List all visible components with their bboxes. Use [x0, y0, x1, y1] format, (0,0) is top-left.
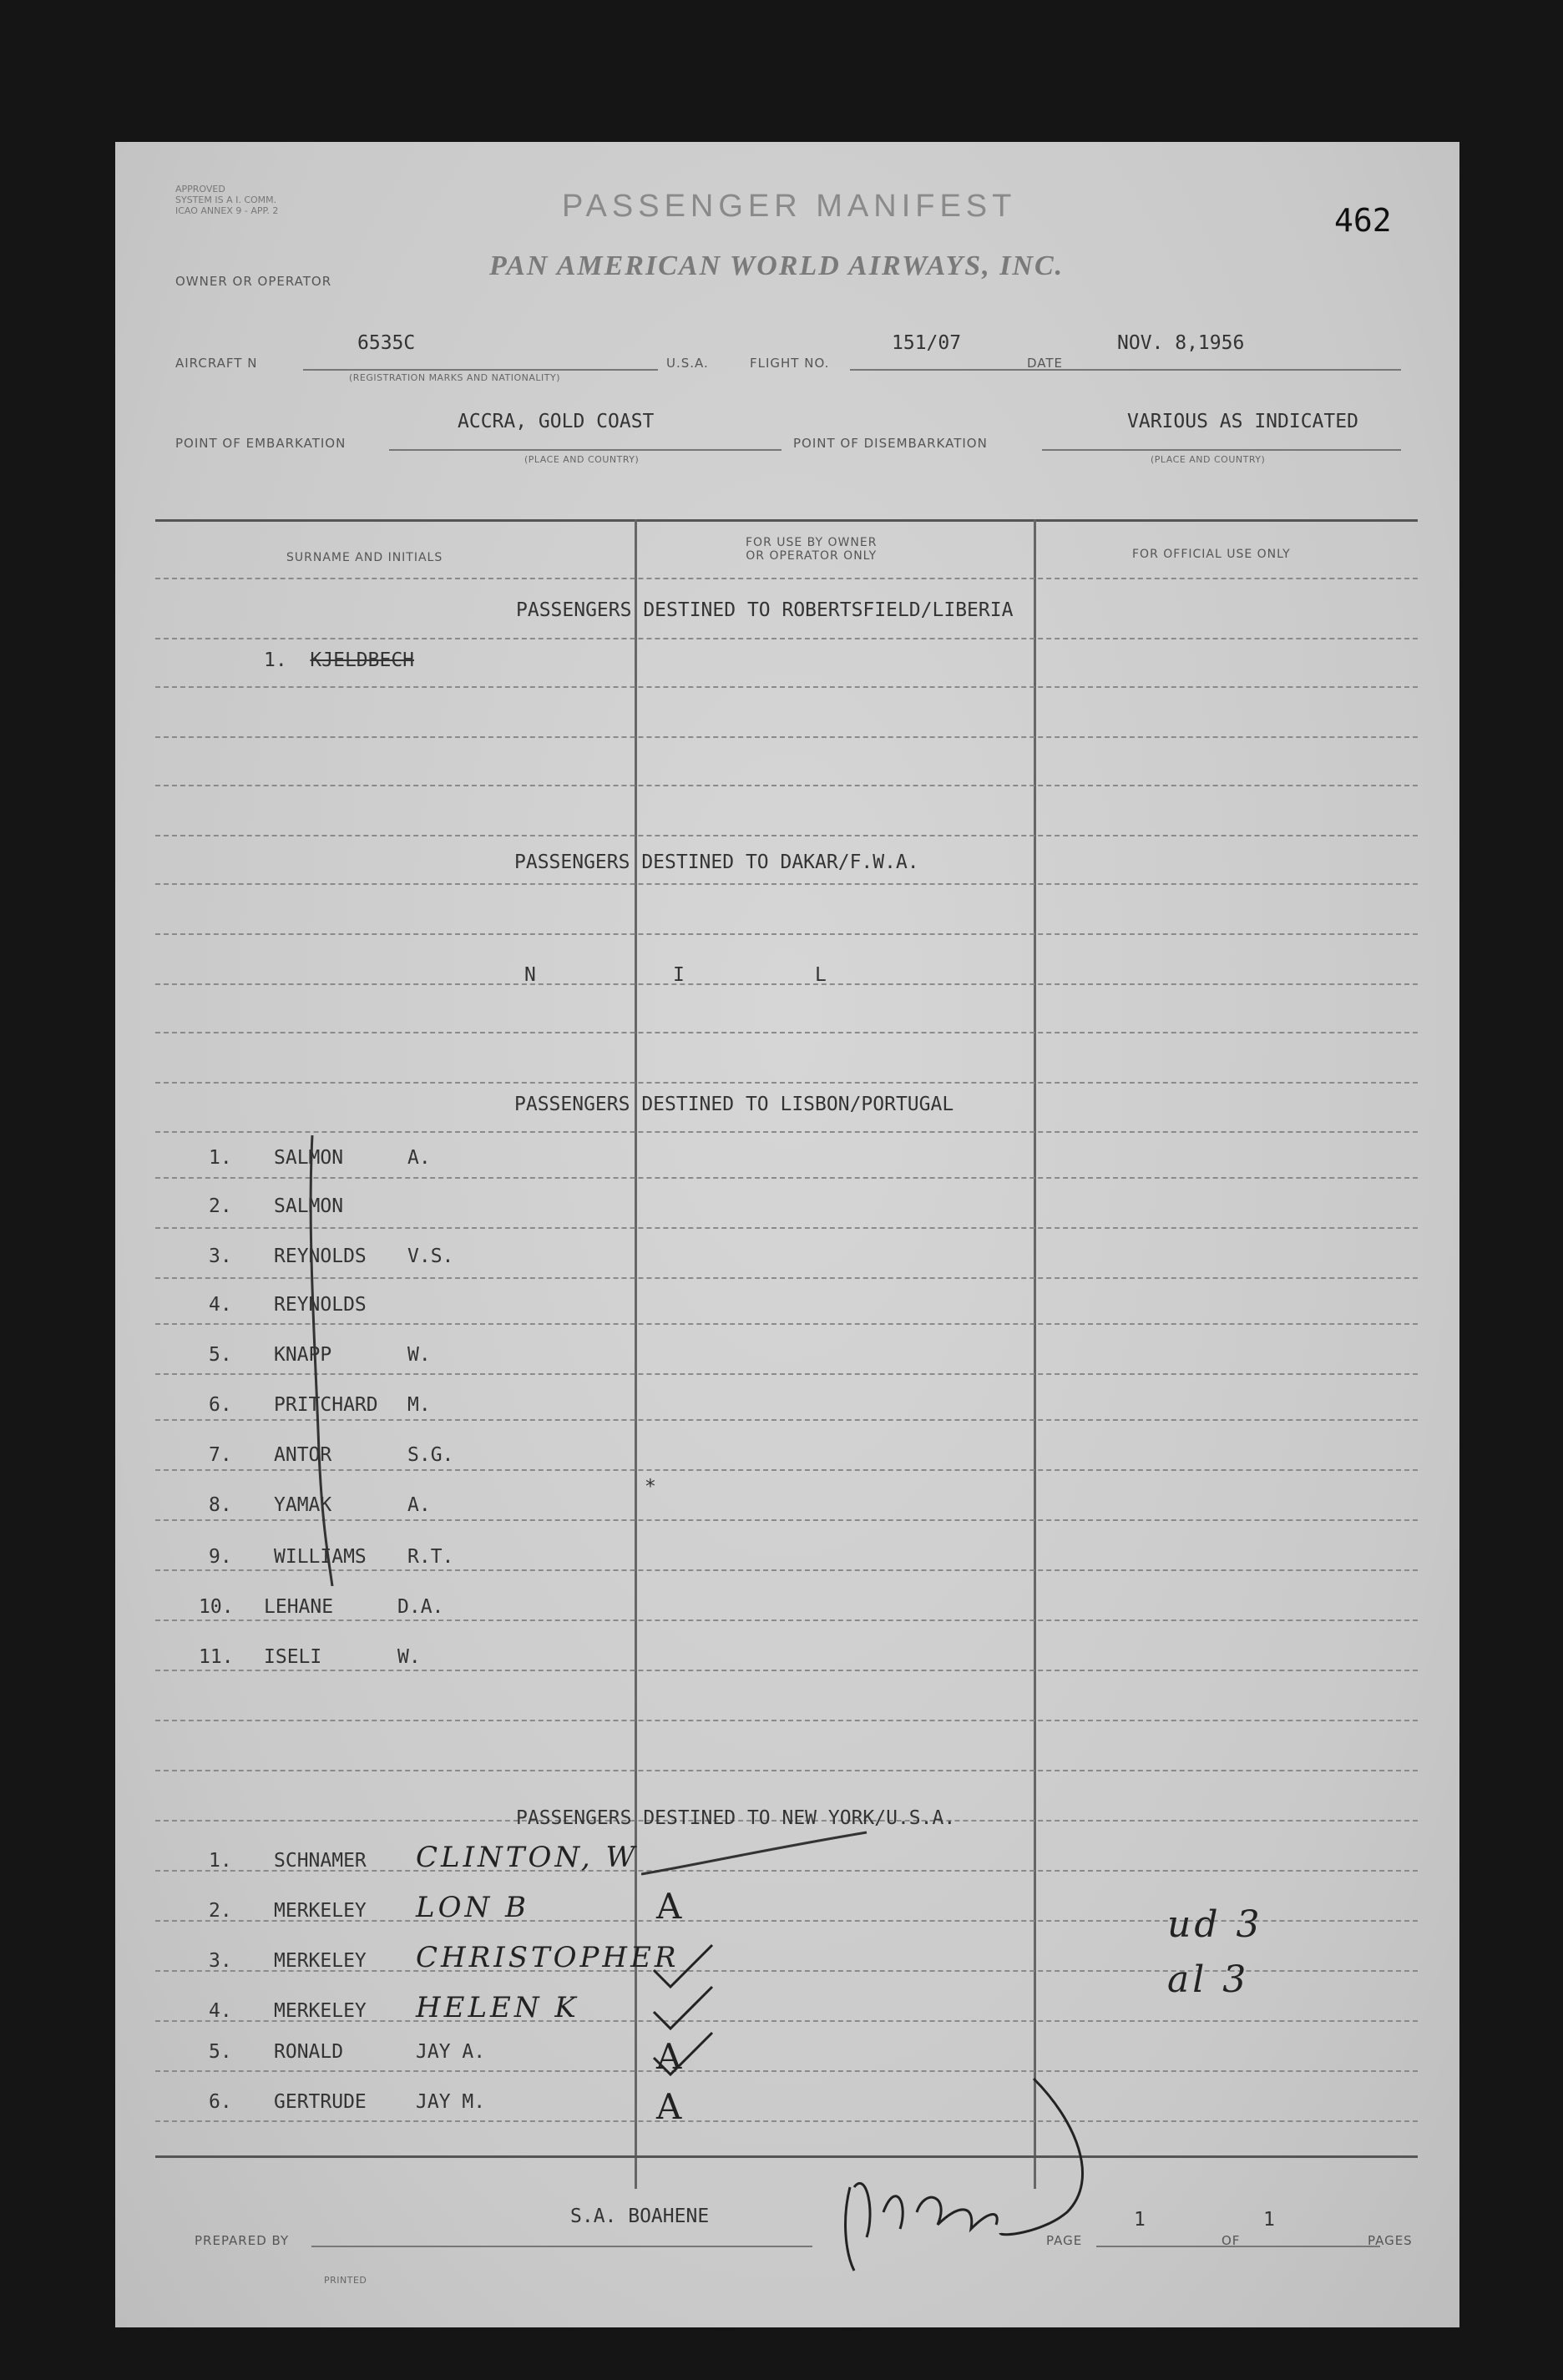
embark-label: POINT OF EMBARKATION [175, 436, 346, 451]
aircraft-label: AIRCRAFT N [175, 356, 258, 371]
pages-label: PAGES [1368, 2233, 1413, 2248]
row-line [155, 1032, 1418, 1033]
official-note-2: al 3 [1167, 1958, 1250, 2001]
nil-n: N [524, 964, 536, 986]
nil-l: L [815, 964, 827, 986]
passenger-number: 11. [199, 1646, 234, 1668]
passenger-number: 3. [209, 1246, 232, 1267]
passenger-initials: W. [407, 1344, 431, 1366]
preparer-name: S.A. BOAHENE [570, 2206, 710, 2227]
passenger-surname: MERKELEY [274, 1950, 367, 1972]
column-divider-1 [635, 519, 637, 2189]
owner-column-header: FOR USE BY OWNER OR OPERATOR ONLY [746, 536, 878, 563]
passenger-number: 5. [209, 2041, 232, 2063]
bracket-line [282, 1135, 349, 1586]
row-line [155, 1770, 1418, 1771]
owner-mark: A [656, 1886, 685, 1927]
passenger-surname: MERKELEY [274, 2000, 367, 2022]
passenger-row [209, 2041, 485, 2063]
disembark-label: POINT OF DISEMBARKATION [793, 436, 988, 451]
passenger-number: 9. [209, 1546, 232, 1568]
passenger-initials: A. [407, 1147, 431, 1169]
page-title: PASSENGER MANIFEST [562, 189, 1017, 224]
passenger-surname: SALMON [274, 1147, 344, 1169]
passenger-number: 7. [209, 1444, 232, 1466]
row-line [155, 1620, 1418, 1621]
column-divider-2 [1034, 519, 1036, 2189]
page-number: 462 [1334, 202, 1392, 239]
registration-note: (REGISTRATION MARKS AND NATIONALITY) [349, 372, 561, 383]
passenger-surname: RONALD [274, 2041, 344, 2063]
passenger-initials: S.G. [407, 1444, 454, 1466]
passenger-initials: JAY A. [416, 2041, 486, 2063]
checkmark-icon [650, 2024, 716, 2083]
passenger-number: 10. [199, 1596, 234, 1618]
manifest-sheet [115, 142, 1459, 2327]
row-line [155, 835, 1418, 836]
passenger-row [209, 1841, 638, 1874]
passenger-row [199, 1596, 443, 1618]
row-line [155, 983, 1418, 985]
row-line [155, 883, 1418, 885]
passenger-surname: GERTRUDE [274, 2091, 367, 2113]
section-heading-lisbon: PASSENGERS DESTINED TO LISBON/PORTUGAL [514, 1094, 954, 1115]
section-heading-dakar: PASSENGERS DESTINED TO DAKAR/F.W.A. [514, 851, 919, 873]
row-line [155, 686, 1418, 688]
prepared-label: PREPARED BY [195, 2233, 290, 2248]
passenger-row [209, 1891, 529, 1924]
surname-column-header: SURNAME AND INITIALS [286, 551, 443, 564]
official-note-1: ud 3 [1167, 1903, 1263, 1946]
passenger-surname: YAMAK [274, 1494, 332, 1516]
passenger-row [199, 1646, 421, 1668]
passenger-surname: SCHNAMER [274, 1850, 367, 1872]
row-line [155, 785, 1418, 786]
passenger-row [209, 1991, 579, 2024]
printed-note: PRINTED [324, 2275, 367, 2286]
passenger-surname: WILLIAMS [274, 1546, 367, 1568]
passenger-number: 4. [209, 2000, 232, 2022]
passenger-number: 1. [209, 1147, 232, 1169]
passenger-surname: MERKELEY [274, 1900, 367, 1922]
row-line [155, 736, 1418, 738]
passenger-initials: V.S. [407, 1246, 454, 1267]
page-total: 1 [1263, 2209, 1275, 2231]
passenger-surname: REYNOLDS [274, 1246, 367, 1267]
disembark-value: VARIOUS AS INDICATED [1127, 411, 1358, 432]
passenger-initials: R.T. [407, 1546, 454, 1568]
row-line [155, 1670, 1418, 1671]
passenger-initials: D.A. [397, 1596, 444, 1618]
passenger-surname: PRITCHARD [274, 1394, 378, 1416]
page-current: 1 [1134, 2209, 1146, 2231]
passenger-number: 8. [209, 1494, 232, 1516]
passenger-initials: JAY M. [416, 2091, 486, 2113]
disembark-note: (PLACE AND COUNTRY) [1151, 454, 1266, 465]
owner-mark: A [656, 2086, 685, 2127]
passenger-surname: LEHANE [264, 1596, 334, 1618]
approval-stamp: APPROVED SYSTEM IS A I. COMM. ICAO ANNEX 9 - APP. 2 [175, 184, 279, 216]
passenger-number: 3. [209, 1950, 232, 1972]
handwritten-name: LON B [416, 1891, 529, 1924]
passenger-surname: ISELI [264, 1646, 322, 1668]
check-stroke [641, 1807, 875, 1882]
handwritten-name: CLINTON, W [416, 1841, 639, 1874]
handwritten-name: HELEN K [416, 1991, 579, 2024]
passenger-row [209, 2091, 485, 2113]
passenger-surname: REYNOLDS [274, 1294, 367, 1316]
official-column-header: FOR OFFICIAL USE ONLY [1132, 548, 1291, 561]
row-line [155, 1082, 1418, 1084]
signature [750, 2045, 1184, 2279]
passenger-number: 2. [209, 1195, 232, 1217]
flight-value: 151/07 [892, 332, 962, 354]
of-label: OF [1222, 2233, 1241, 2248]
passenger-number: 4. [209, 1294, 232, 1316]
embark-note: (PLACE AND COUNTRY) [524, 454, 640, 465]
row-line [155, 638, 1418, 639]
passenger-number: 6. [209, 2091, 232, 2113]
passenger-initials: A. [407, 1494, 431, 1516]
page-label: PAGE [1046, 2233, 1083, 2248]
passenger-number: 1. [209, 1850, 232, 1872]
nil-i: I [673, 964, 685, 986]
handwritten-name: CHRISTOPHER [416, 1941, 680, 1974]
passenger-initials: M. [407, 1394, 431, 1416]
flight-label: FLIGHT NO. [750, 356, 830, 371]
passenger-row [209, 1941, 680, 1974]
section-heading-robertsfield: PASSENGERS DESTINED TO ROBERTSFIELD/LIBERIA [516, 599, 1014, 621]
owner-mark: * [645, 1476, 656, 1498]
passenger-number: 5. [209, 1344, 232, 1366]
section-heading-newyork: PASSENGERS DESTINED TO NEW YORK/U.S.A. [516, 1807, 956, 1829]
operator-name: PAN AMERICAN WORLD AIRWAYS, INC. [489, 250, 1065, 281]
embark-value: ACCRA, GOLD COAST [458, 411, 655, 432]
passenger-number: 6. [209, 1394, 232, 1416]
passenger-surname: SALMON [274, 1195, 344, 1217]
passenger-surname: KNAPP [274, 1344, 332, 1366]
date-value: NOV. 8,1956 [1117, 332, 1245, 354]
row-line [155, 578, 1418, 579]
owner-mark: A [656, 2036, 685, 2077]
row-line [155, 1131, 1418, 1133]
aircraft-value: 6535C [357, 332, 416, 354]
passenger-row: 1. KJELDBECH [264, 649, 415, 671]
date-label: DATE [1027, 356, 1064, 371]
passenger-number: 2. [209, 1900, 232, 1922]
owner-label: OWNER OR OPERATOR [175, 274, 332, 289]
nationality: U.S.A. [666, 356, 709, 371]
passenger-surname: ANTOR [274, 1444, 332, 1466]
row-line [155, 1720, 1418, 1721]
row-line [155, 933, 1418, 935]
passenger-initials: W. [397, 1646, 421, 1668]
